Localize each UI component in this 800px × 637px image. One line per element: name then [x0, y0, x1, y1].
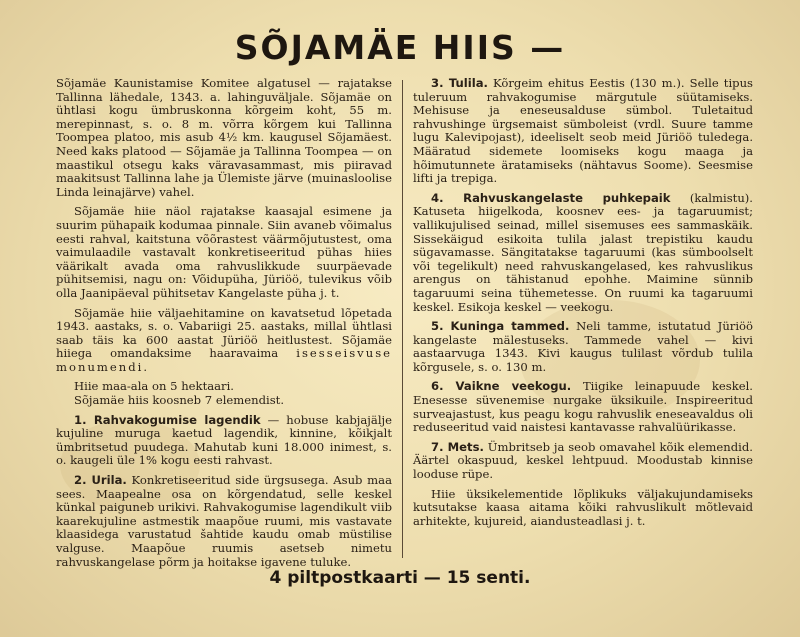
closing-paragraph: Hiie üksikelementide lõplikuks väljakujundamiseks kutsutakse kaasa aitama kõiki rahvuslikult mõtlevaid arhitekte, kujureid, aiandusteadlasi j. t.: [413, 486, 753, 528]
list-item: 5. Kuninga tammed. Neli tamme, istutatud Jüriöö kangelaste mälestuseks. Tammede vahel — kivi aastaarvuga 1343. Kivi kaugus tulilast võrdub tulila kõrgusele, s. o. 130 m.: [413, 319, 753, 374]
list-item: 4. Rahvuskangelaste puhkepaik (kalmistu). Katuseta hiigelkoda, koosnev ees- ja tagaruumist; vallikujulised seinad, millel sisemuses ees sammaskäik. Sissekäigud esikoita tulila jalast trepistiku kaudu sügavamasse. Sängitatakse tagaruumi (kas sümboolselt või tegelikult) need rahvuskangelased, kes rahvuslikus arengus on tähistanud epohhe. Maimine sünnib tagaruumi seina tühemetesse. On ruumi ka tagaruumi keskel. Esikoja keskel — veekogu.: [413, 190, 753, 314]
column-divider: [402, 80, 403, 558]
list-item: 2. Urila. Konkretiseeritud side ürgsusega. Asub maa sees. Maapealne osa on kõrgendatud, selle keskel künkal paiguneb urikivi. Rahvakogumise lagendikult viib kaarekujuline astmestik maapõue ruumi, mis vastavate klaasidega varustatud šahtide kaudu omab müstilise valguse. Maapõue ruumis asetseb nimetu rahvuskangelase põrm ja hoitakse igavene tuluke.: [56, 473, 392, 569]
intro-paragraph: Sõjamäe Kaunistamise Komitee algatusel — rajatakse Tallinna lähedale, 1343. a. lahinguväljale. Sõjamäe on ühtlasi kogu ümbruskonna kõrgeim koht, 55 m. merepinnast, s. o. 8 m. võrra kõrgem kui Tallinna Toompea platoo, mis asub 4½ km. kaugusel Sõjamäest. Need kaks platood — Sõjamäe ja Tallinna Toompea — on maastikul otsegu kaks väravasammast, mis piiravad maakitsust Tallinna lahe ja Ülemiste järve (muinasloolise Linda leinajärve) vahel.: [56, 76, 392, 199]
list-item: 6. Vaikne veekogu. Tiigike leinapuude keskel. Enesesse süvenemise nurgake üksikuile. Inspireeritud surveajastust, kus peagu kogu rahvuslik eneseavaldus oli reduseeritud vaid naistesi kantavasse rahvalüürikasse.: [413, 379, 753, 435]
paragraph: Sõjamäe hiie väljaehitamine on kavatsetud lõpetada 1943. aastaks, s. o. Vabariigi 25. aastaks, millal ühtlasi saab täis ka 600 aastat Jüriöö heitlustest. Sõjamäe hiiega omandaksime haaravaima isesseisvuse monumendi.: [56, 305, 393, 374]
list-item: 1. Rahvakogumise lagendik — hobuse kabjajälje kujuline muruga kaetud lagendik, kinnine, kõikjalt ümbritsetud puudega. Mahutab kuni 18.000 inimest, s. o. kaugeli üle 1% kogu eesti rahvast.: [56, 412, 392, 468]
page-title: SÕJAMÄE HIIS —: [234, 28, 566, 67]
paragraph: Sõjamäe hiis koosneb 7 elemendist.: [74, 393, 285, 408]
left-column: [56, 77, 392, 575]
list-item: 7. Mets. Ümbritseb ja seob omavahel kõik elemendid. Äärtel okaspuud, keskel lehtpuud. Moodustab kinnise looduse rüpe.: [413, 439, 753, 482]
paragraph: Sõjamäe hiie näol rajatakse kaasajal esimene ja suurim pühapaik kodumaa pinnale. Siin avaneb võimalus eesti rahval, kaitstuna võõrastest väärmõjutustest, oma vaimulaadile vastavalt konkretiseeritud pühas hiies väärikalt avada oma rahvuslikkude suurpäevade pühitsemisi, nagu on: Võidupüha, Jüriöö, tulevikus võib olla Jaanipäeval pühitsetav Kangelaste püha j. t.: [56, 204, 392, 300]
list-item: 3. Tulila. Kõrgeim ehitus Eestis (130 m.). Selle tipus tuleruum rahvakogumise märgutule süütamiseks. Mehisuse ja eneseusalduse sümbol. Tuletaitud rahvushinge ürgsemaist sümboleist (vrdl. Suure tamme lugu Kalevipojast), ideeliselt seob meid Jüriöö tuledega. Määratud sidemete loomiseks kogu maaga ja hõimutunnete äratamiseks (nähtavus Soome). Seesmise lifti ja trepiga.: [413, 76, 754, 186]
right-column: [413, 77, 753, 534]
paragraph: Hiie maa-ala on 5 hektaari.: [74, 379, 234, 394]
price-footer: 4 piltpostkaarti — 15 senti.: [269, 568, 531, 588]
